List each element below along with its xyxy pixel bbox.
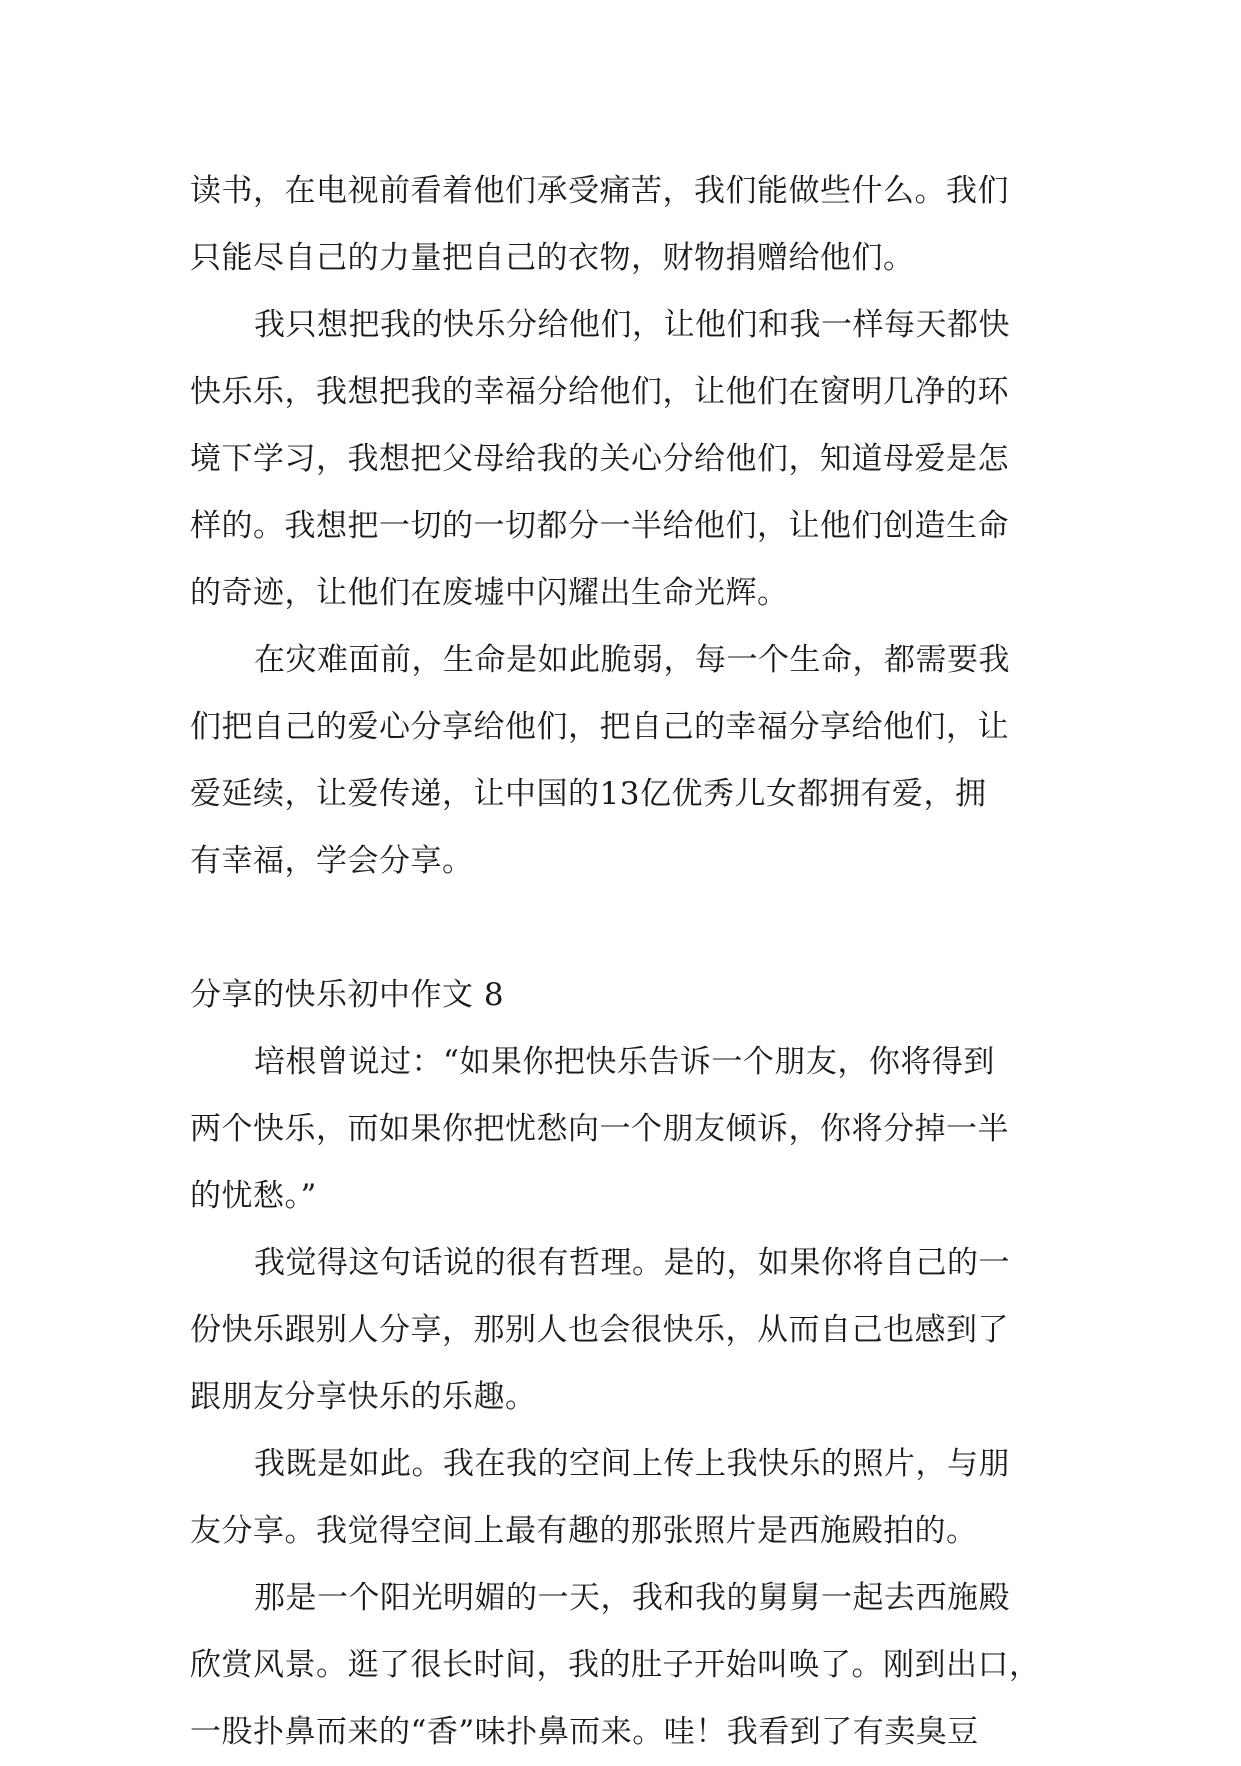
- text-line: 有幸福，学会分享。: [190, 843, 474, 879]
- paragraph-start: 那是一个阳光明媚的一天，我和我的舅舅一起去西施殿: [254, 1580, 1010, 1616]
- paragraph-start: 我觉得这句话说的很有哲理。是的，如果你将自己的一: [254, 1245, 1010, 1281]
- paragraph-start: 培根曾说过：“如果你把快乐告诉一个朋友，你将得到: [254, 1044, 995, 1080]
- document-body: [190, 158, 1052, 1766]
- section-gap: [190, 895, 1052, 962]
- text-line: 爱延续，让爱传递，让中国的13亿优秀儿女都拥有爱，拥: [190, 776, 987, 812]
- text-line: 读书，在电视前看着他们承受痛苦，我们能做些什么。我们: [190, 173, 1009, 209]
- text-line: 份快乐跟别人分享，那别人也会很快乐，从而自己也感到了: [190, 1312, 1009, 1348]
- text-line: 的忧愁。”: [190, 1178, 317, 1214]
- text-line: 的奇迹，让他们在废墟中闪耀出生命光辉。: [190, 575, 789, 611]
- text-line: 欣赏风景。逛了很长时间，我的肚子开始叫唤了。刚到出口，: [190, 1647, 1041, 1683]
- paragraph-start: 在灾难面前，生命是如此脆弱，每一个生命，都需要我: [254, 642, 1010, 678]
- paragraph-start: 我只想把我的快乐分给他们，让他们和我一样每天都快: [254, 307, 1010, 343]
- text-line: 样的。我想把一切的一切都分一半给他们，让他们创造生命: [190, 508, 1009, 544]
- text-line: 们把自己的爱心分享给他们，把自己的幸福分享给他们，让: [190, 709, 1009, 745]
- text-line: 境下学习，我想把父母给我的关心分给他们，知道母爱是怎: [190, 441, 1009, 477]
- paragraph-start: 我既是如此。我在我的空间上传上我快乐的照片，与朋: [254, 1446, 1010, 1482]
- text-line: 只能尽自己的力量把自己的衣物，财物捐赠给他们。: [190, 240, 915, 276]
- text-line: 跟朋友分享快乐的乐趣。: [190, 1379, 537, 1415]
- text-line: 两个快乐，而如果你把忧愁向一个朋友倾诉，你将分掉一半: [190, 1111, 1009, 1147]
- section-title: 分享的快乐初中作文 8: [190, 977, 505, 1013]
- text-line: 一股扑鼻而来的“香”味扑鼻而来。哇！我看到了有卖臭豆: [190, 1714, 979, 1750]
- text-line: 友分享。我觉得空间上最有趣的那张照片是西施殿拍的。: [190, 1513, 978, 1549]
- text-line: 快乐乐，我想把我的幸福分给他们，让他们在窗明几净的环: [190, 374, 1009, 410]
